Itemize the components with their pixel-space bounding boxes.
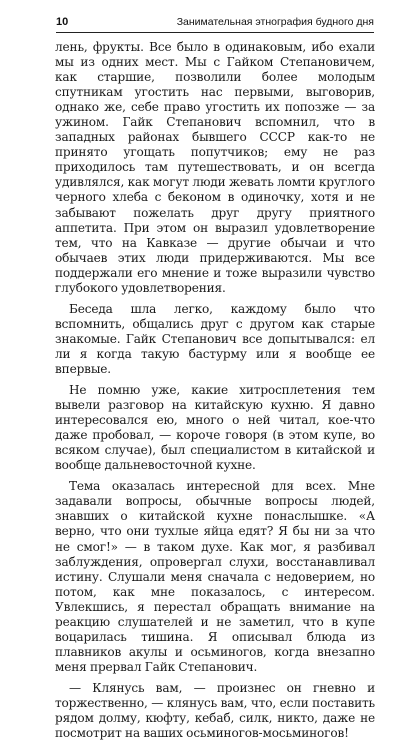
paragraph-continuation: лень, фрукты. Все было в одинаковым, ибо ехали мы из одних мест. Мы с Гайком Степановичем, как старшие, позволили более молодым спутникам угостить нас первыми, выговорив, однако же, себе право угостить их попозже — за ужином. Гайк Степанович вспомнил, что в западных районах бывшего СССР как-то не принято угощать попутчиков; ему не раз приходилось там путешествовать, и он всегда удивлялся, как могут люди жевать ломти круглого черного хлеба с беконом в одиночку, хотя и не забывают пожелать друг другу приятного аппетита. При этом он выразил удовлетворение тем, что на Кавказе — другие обычаи и что обычаев этих люди придерживаются. Мы все поддержали его мнение и тоже выразили чувство глубокого удовлетворения.	[55, 40, 375, 295]
paragraph: Не помню уже, какие хитросплетения тем вывели разговор на китайскую кухню. Я давно интересовался ею, много о ней читал, кое-что даже пробовал, — короче говоря (в этом купе, во всяком случае), был специалистом в китайской и вообще дальневосточной кухне.	[55, 383, 375, 473]
page-number: 10	[56, 16, 69, 28]
page-body	[55, 40, 375, 741]
paragraph: Тема оказалась интересной для всех. Мне задавали вопросы, обычные вопросы людей, знавших о китайской кухне понаслышке. «А верно, что они тухлые яйца едят? Я бы ни за что не смог!» — в таком духе. Как мог, я разбивал заблуждения, опровергал слухи, восстанавливал истину. Слушали меня сначала с недоверием, но потом, как мне показалось, с интересом. Увлекшись, я перестал обращать внимание на реакцию слушателей и не заметил, что в купе воцарилась тишина. Я описывал блюда из плавников акулы и осьминогов, когда внезапно меня прервал Гайк Степанович.	[55, 479, 375, 674]
paragraph: — Клянусь вам, — произнес он гневно и торжественно, — клянусь вам, что, если поставить рядом долму, кюфту, кебаб, силк, никто, даже не посмотрит на ваших осьминогов-мосьминогов!	[55, 680, 375, 741]
header-rule	[56, 32, 374, 33]
paragraph: Беседа шла легко, каждому было что вспомнить, общались друг с другом как старые знакомые. Гайк Степанович все допытывался: ел ли я когда такую бастурму или я вообще ее впервые.	[55, 301, 375, 376]
page-header	[56, 14, 374, 36]
running-title: Занимательная этнография будного дня	[176, 16, 374, 28]
